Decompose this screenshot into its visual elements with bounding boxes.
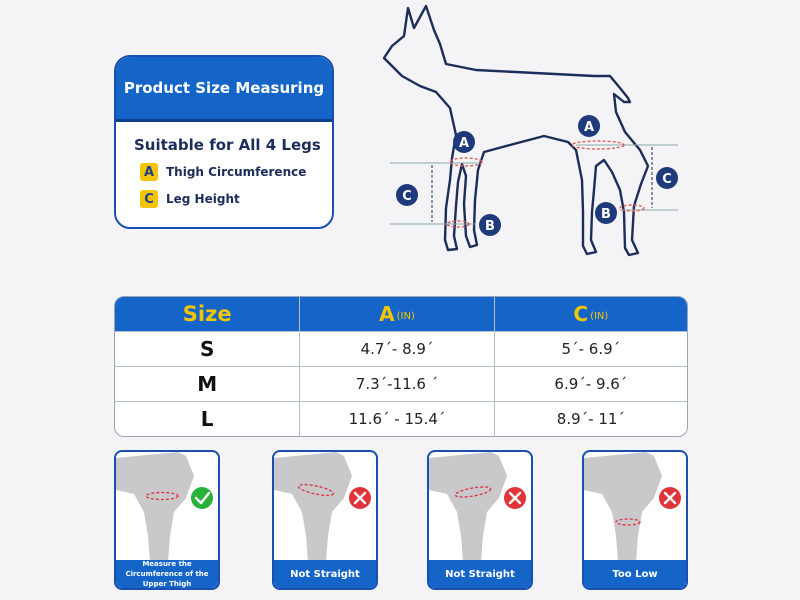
legend-key-a: A bbox=[140, 163, 158, 181]
header-a-cell bbox=[300, 297, 494, 331]
header-size: Size bbox=[182, 302, 232, 326]
marker-b-front-label: B bbox=[485, 219, 495, 234]
legend-item-c bbox=[140, 190, 332, 208]
size-info-card bbox=[114, 55, 334, 229]
size-table bbox=[114, 296, 688, 437]
panel-caption: Not Straight bbox=[274, 560, 376, 588]
c-value-cell: 8.9´- 11´ bbox=[556, 410, 625, 428]
card-subtitle: Suitable for All 4 Legs bbox=[134, 136, 321, 154]
header-c-letter: C bbox=[573, 302, 589, 326]
size-cell: L bbox=[115, 402, 300, 436]
leg-illustration bbox=[116, 452, 218, 562]
measure-panel-not-straight-2 bbox=[427, 450, 533, 590]
c-value-cell: 6.9´- 9.6´ bbox=[554, 375, 628, 393]
measure-panel-correct bbox=[114, 450, 220, 590]
a-value-cell: 7.3´-11.6 ´ bbox=[300, 367, 494, 401]
panel-caption: Too Low bbox=[584, 560, 686, 588]
legend-label-c: Leg Height bbox=[166, 192, 240, 206]
marker-c-front-label: C bbox=[402, 189, 412, 204]
a-value-cell: 4.7´- 8.9´ bbox=[300, 332, 494, 366]
marker-a-rear-label: A bbox=[583, 120, 595, 135]
header-c-cell bbox=[495, 297, 687, 331]
size-cell: M bbox=[115, 367, 300, 401]
dog-measurement-diagram bbox=[380, 0, 700, 270]
a-value-cell: 11.6´ - 15.4´ bbox=[300, 402, 494, 436]
card-title: Product Size Measuring bbox=[116, 57, 332, 122]
leg-illustration bbox=[429, 452, 531, 562]
table-row bbox=[115, 331, 687, 366]
table-row bbox=[115, 401, 687, 436]
measure-panel-too-low bbox=[582, 450, 688, 590]
panel-caption: Not Straight bbox=[429, 560, 531, 588]
size-table-header bbox=[115, 297, 687, 331]
marker-a-front-label: A bbox=[458, 136, 470, 151]
measure-panel-not-straight-1 bbox=[272, 450, 378, 590]
front-thigh-ellipse bbox=[450, 158, 482, 166]
legend-label-a: Thigh Circumference bbox=[166, 165, 307, 179]
header-a-unit: (IN) bbox=[396, 311, 415, 322]
table-row bbox=[115, 366, 687, 401]
check-icon bbox=[191, 487, 213, 509]
header-a-letter: A bbox=[379, 302, 395, 326]
legend-key-c: C bbox=[140, 190, 158, 208]
size-cell: S bbox=[115, 332, 300, 366]
panel-caption: Measure the Circumference of the Upper Thigh bbox=[116, 560, 218, 588]
leg-illustration bbox=[584, 452, 686, 562]
header-c-unit: (IN) bbox=[590, 311, 609, 322]
leg-illustration bbox=[274, 452, 376, 562]
legend-item-a bbox=[140, 163, 332, 181]
header-size-cell bbox=[115, 297, 300, 331]
marker-c-rear-label: C bbox=[662, 172, 672, 187]
marker-b-rear-label: B bbox=[601, 207, 611, 222]
c-value-cell: 5´- 6.9´ bbox=[561, 340, 621, 358]
